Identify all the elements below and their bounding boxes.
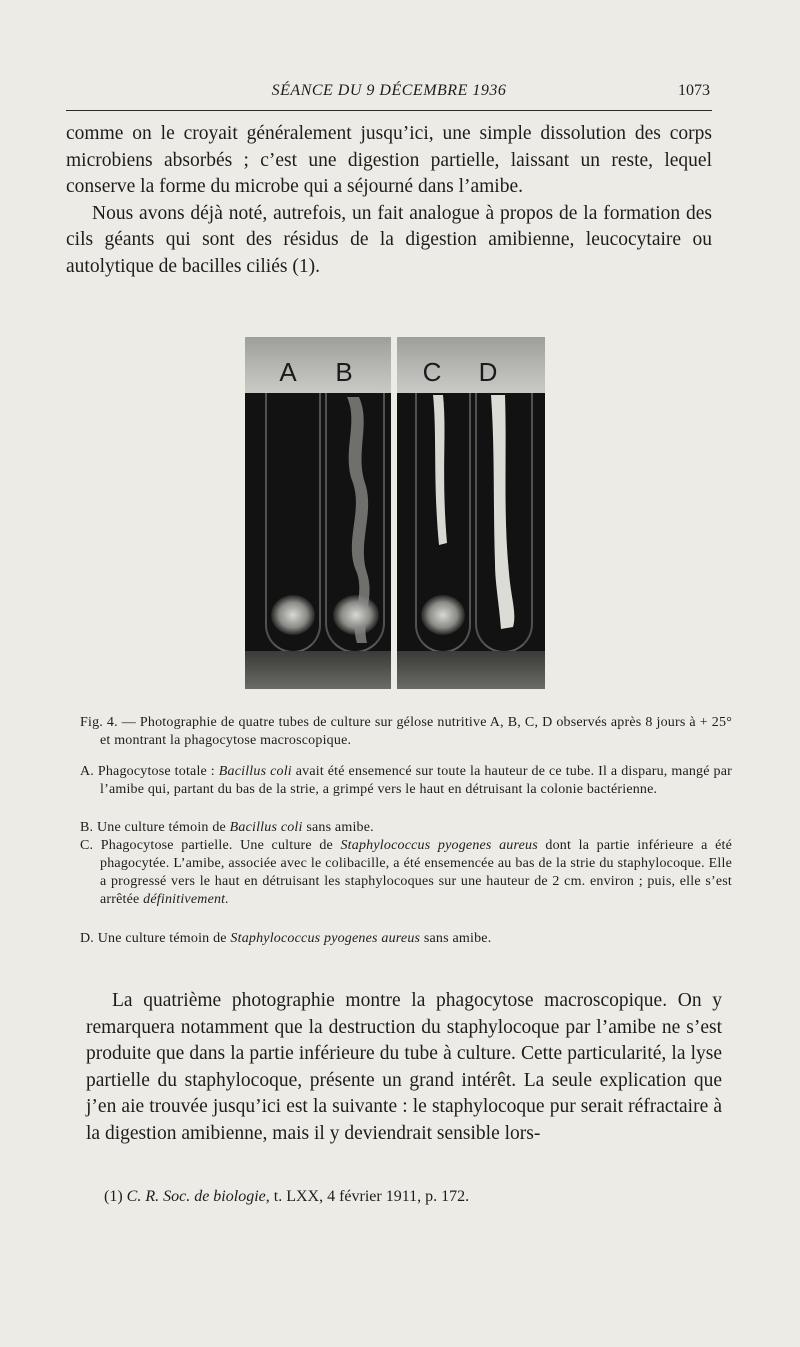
- photo-label-band: [245, 337, 391, 393]
- caption-b-text: sans amibe.: [302, 820, 374, 835]
- top-body-text: [66, 121, 712, 280]
- photo-tubes-c-d: [397, 337, 545, 689]
- caption-d-prefix: D. Une culture témoin de: [80, 931, 231, 946]
- tube-label-c: C: [422, 357, 442, 387]
- figure-photograph: [245, 337, 545, 689]
- caption-item-c: [80, 837, 732, 909]
- tube-label-b: B: [335, 357, 353, 387]
- tube-c-residue: [421, 595, 465, 635]
- tube-b: [325, 393, 385, 653]
- caption-a-prefix: A. Phagocytose totale :: [80, 764, 219, 779]
- tube-d: [475, 393, 533, 653]
- caption-b-species: Bacillus coli: [229, 820, 303, 835]
- caption-a-text: avait été ensemencé sur toute la hauteur de ce tube. Il a disparu, mangé par l’amibe qui, partant du bas de la strie, a grimpé vers le haut en détruisant la colonie bactérienne.: [100, 764, 732, 797]
- caption-b-prefix: B. Une culture témoin de: [80, 820, 230, 835]
- tube-c: [415, 393, 471, 653]
- tube-a-residue: [271, 595, 315, 635]
- tube-c-culture-streak: [417, 393, 469, 553]
- photo-stand: [245, 651, 391, 689]
- footnote: [104, 1188, 704, 1206]
- footnote-number: (1): [104, 1188, 127, 1205]
- footnote-reference: , t. LXX, 4 février 1911, p. 172.: [265, 1188, 470, 1205]
- paragraph-cils-geants: Nous avons déjà noté, autrefois, un fait analogue à propos de la formation des cils géants qui sont des résidus de la digestion amibienne, leucocytaire ou autolytique de bacilles ciliés (1).: [66, 202, 712, 277]
- bottom-body-text: [86, 988, 722, 1147]
- figure-caption-text: — Photographie de quatre tubes de culture sur gélose nutritive A, B, C, D observés après 8 jours à + 25° et montrant la phagocytose macroscopique.: [100, 715, 733, 748]
- photo-tubes-a-b: [245, 337, 391, 689]
- tube-label-d: D: [478, 357, 498, 387]
- page-number: 1073: [678, 82, 710, 99]
- caption-item-b: [80, 819, 732, 837]
- running-head: [66, 80, 712, 106]
- caption-c-species: Staphylococcus pyogenes aureus: [340, 838, 538, 853]
- caption-c-text: dont la partie inférieure a été phagocytée. L’amibe, associée avec le colibacille, a été ensemencée au bas de la strie du staphylocoque. Elle a progressé vers le haut en détruisant les staphylocoques sur une hauteur de 2 cm. environ ; puis, elle s’est arrêtée: [100, 838, 732, 907]
- caption-a-species: Bacillus coli: [218, 764, 292, 779]
- caption-d-species: Staphylococcus pyogenes aureus: [230, 931, 421, 946]
- tube-b-residue: [333, 595, 379, 635]
- footnote-journal: C. R. Soc. de biologie: [126, 1188, 266, 1205]
- header-rule: [66, 110, 712, 111]
- figure-label: Fig. 4.: [80, 715, 118, 730]
- caption-c-final: définitivement.: [143, 892, 229, 907]
- photo-stand: [397, 651, 545, 689]
- tube-d-culture-streak: [477, 393, 531, 633]
- figure-caption: [80, 714, 732, 750]
- running-title: SÉANCE DU 9 DÉCEMBRE 1936: [271, 82, 507, 99]
- caption-d-text: sans amibe.: [420, 931, 492, 946]
- caption-item-a: [80, 763, 732, 799]
- tube-a: [265, 393, 321, 653]
- tube-label-a: A: [279, 357, 297, 387]
- paragraph-quatrieme-photographie: La quatrième photographie montre la phagocytose macroscopique. On y remarquera notamment que la destruction du staphylocoque par l’amibe ne s’est produite que dans la partie inférieure du tube à culture. Cette particularité, la lyse partielle du staphylocoque, présente un grand intérêt. La seule explication que j’en aie trouvée jusqu’ici est la suivante : le staphylocoque pur serait réfractaire à la digestion amibienne, mais il y deviendrait sensible lors-: [86, 990, 722, 1144]
- caption-item-d: [80, 930, 732, 948]
- paragraph-continued: comme on le croyait généralement jusqu’ici, une simple dissolution des corps microbiens absorbés ; c’est une digestion partielle, laissant un reste, lequel conserve la forme du microbe qui a séjourné dans l’amibe.: [66, 123, 712, 197]
- caption-c-prefix: C. Phagocytose partielle. Une culture de: [80, 838, 341, 853]
